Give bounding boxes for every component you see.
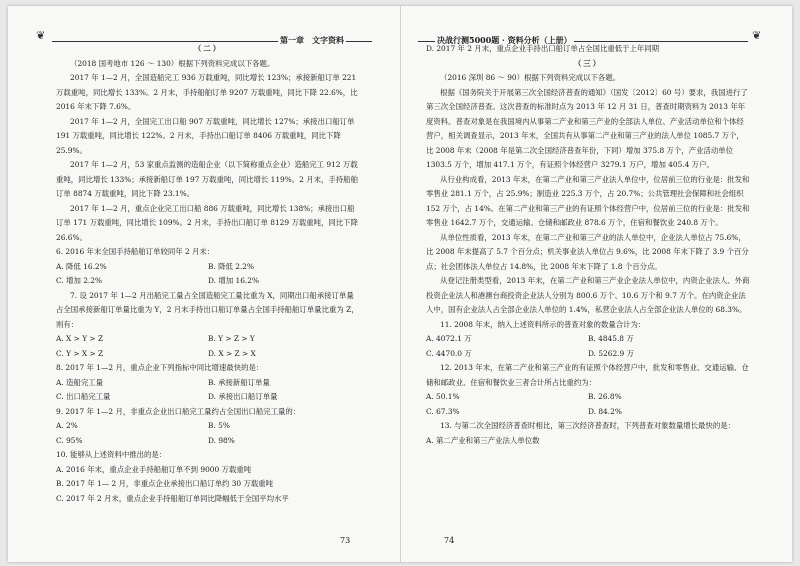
option-a: A. 造船完工量 — [56, 377, 103, 387]
paragraph: 从登记注册类型看，2013 年末，在第二产业和第三产业企业法人单位中，内资企业法人、外商投资企业法人和港澳台商投资企业法人分别为 800.6 万个、10.6 万个和 9.7 万个。在内资企业法人中，国有企业法人占全部企业法人单位的 1.4%，私营企业法人占全部企业法人单位的 68.3%。 — [426, 276, 750, 314]
paragraph: 2017 年 1—2 月，全国完工出口船 907 万载重吨，同比增长 127%；承接出口船订单 191 万载重吨，同比增长 122%。2 月末，手持出口船订单 8406 万载重吨，同比下降 25.9%。 — [56, 116, 355, 155]
option-d: D. 84.2% — [588, 406, 622, 416]
option-c: C. 增加 2.2% — [56, 276, 102, 285]
option-a: A. 2% — [56, 421, 78, 430]
option-d: D. 承接出口船订单量 — [208, 392, 278, 401]
option-a: A. 降低 16.2% — [56, 261, 107, 271]
book-spread — [8, 6, 792, 562]
option-a: A. 2016 年末，重点企业手持船舶订单不到 9000 万载重吨 — [56, 464, 252, 474]
paragraph: 根据《国务院关于开展第三次全国经济普查的通知》（国发〔2012〕60 号）要求，我国进行了第三次全国经济普查。这次普查的标准时点为 2013 年 12 月 31 日，普查时期资料为 2013 年年度资料。普查对象是在我国境内从事第二产业和第三产业的全部法人单位、产业活动单位和个体经营户，相关调查显示，2013 年末，全国共有从事第二产业和第三产业的法人单位 1085.7 万个，比 2008 年末（2008 年是第二次全国经济普查年份，下同）增加 375.8 万个，产业活动单位 1303.5 万个，增加 417.1 万个，有证照个体经营户 3279.1 万户，增加 405.4 万户。 — [426, 87, 748, 169]
option-a: A. 50.1% — [426, 392, 460, 401]
option-d: D. X > Z > X — [208, 348, 256, 358]
right-page — [426, 42, 750, 448]
option-a: A. X > Y > Z — [56, 334, 104, 343]
question-10 — [56, 448, 360, 506]
option-d: D. 2017 年 2 月末，重点企业手持出口船订单占全国比重低于上年同期 — [426, 44, 660, 53]
question-6 — [56, 245, 360, 289]
question-stem: 12. 2013 年末，在第二产业和第三产业的有证照个体经营户中，批发和零售业、交通运输、仓储和邮政业、住宿和餐饮业三者合计所占比重约为： — [426, 363, 749, 387]
section-heading: （三） — [573, 58, 603, 68]
paragraph: 2017 年 1—2 月，全国造船完工 936 万载重吨，同比增长 123%；承接新船订单 221 万载重吨，同比增长 133%。2 月末，手持船舶订单 9207 万载重吨，同比下降 22.6%，比 2016 年末下降 7.6%。 — [56, 73, 358, 111]
option-d: D. 5262.9 万 — [588, 348, 634, 358]
book-title: 决战行测5000题 · 资料分析（上册） — [437, 35, 572, 45]
option-b: B. 4845.8 万 — [588, 334, 634, 343]
page-number: 74 — [444, 536, 455, 545]
leaf-ornament-icon: ❦ — [752, 29, 762, 42]
question-8 — [56, 361, 360, 405]
page-number: 73 — [340, 536, 351, 545]
option-b: B. 降低 2.2% — [208, 261, 255, 271]
question-13 — [426, 419, 750, 448]
section-intro: （2016 深圳 86 ～ 90）根据下列资料完成以下各题。 — [440, 73, 621, 82]
question-stem: 11. 2008 年末，纳入上述资料所示的普查对象的数量合计为： — [440, 319, 646, 329]
option-c: C. 95% — [56, 435, 83, 445]
option-c: C. Y > X > Z — [56, 348, 104, 358]
running-header — [8, 20, 792, 45]
chapter-title: 第一章 文字资料 — [280, 35, 344, 45]
question-7 — [56, 289, 360, 362]
paragraph: 从行业构成看，2013 年末，在第二产业和第三产业法人单位中，位居前三位的行业是：批发和零售业 281.1 万个，占 25.9%；制造业 225.3 万个，占 20.7%；公共管理社会保障和社会组织 152 万个，占 14%。在第二产业和第三产业的有证照个体经营户中，位居前三位的行业是：批发和零售业 1642.7 万个，交通运输、仓储和邮政业 878.6 万个，住宿和餐饮业 240.8 万个。 — [426, 174, 750, 227]
question-stem: 13. 与第二次全国经济普查时相比，第三次经济普查时，下列普查对象数量增长最快的是： — [440, 421, 735, 430]
question-stem: 8. 2017 年 1—2 月，重点企业下列指标中同比增速最快的是： — [56, 363, 264, 372]
option-c: C. 2017 年 2 月末，重点企业手持船舶订单同比降幅低于全国平均水平 — [56, 493, 289, 503]
question-stem: 9. 2017 年 1—2 月，非重点企业出口船完工量约占全国出口船完工量的： — [56, 406, 301, 416]
option-d: D. 98% — [208, 435, 235, 445]
left-page — [56, 42, 360, 506]
option-b: B. 26.8% — [588, 392, 622, 401]
option-b: B. Y > Z > Y — [208, 334, 255, 343]
option-b: B. 2017 年 1— 2 月，非重点企业承接出口船订单约 30 万载重吨 — [56, 479, 274, 488]
question-stem: 7. 设 2017 年 1—2 月出船完工量占全国造船完工量比重为 X，同期出口船承接订单量占全国承接新船订单量比重为 Y，2 月末手持出口船订单量占全国手持船舶订单量比重为 Z，则有： — [56, 290, 359, 329]
paragraph: 2017 年 1—2 月，重点企业完工出口船 886 万载重吨，同比增长 138%；承接出口船订单 171 万载重吨，同比增长 109%。2 月末，手持出口船订单 8129 万载重吨，同比下降 26.6%。 — [56, 203, 358, 242]
option-a: A. 4072.1 万 — [426, 334, 472, 343]
question-9 — [56, 405, 360, 449]
option-d: D. 增加 16.2% — [208, 276, 259, 285]
option-b: B. 承接新船订单量 — [208, 377, 270, 387]
option-a: A. 第二产业和第三产业法人单位数 — [426, 435, 540, 445]
option-c: C. 出口船完工量 — [56, 392, 111, 401]
question-12 — [426, 361, 750, 419]
question-stem: 6. 2016 年末全国手持船舶订单较同年 2 月末： — [56, 247, 215, 256]
page-gutter — [400, 6, 401, 562]
option-c: C. 67.3% — [426, 406, 460, 416]
section-heading: （二） — [193, 44, 223, 53]
option-b: B. 5% — [208, 421, 230, 430]
option-c: C. 4470.0 万 — [426, 348, 472, 358]
question-stem: 10. 能够从上述资料中推出的是： — [56, 450, 167, 459]
paragraph: 从单位性质看，2013 年末，在第二产业和第三产业的法人单位中，企业法人单位占 75.6%，比 2008 年末提高了 5.7 个百分点；机关事业法人单位占 9.6%，比 2008 年末下降了 3.9 个百分点；社会团体法人单位占 14.8%，比 2008 年末下降了 1.8 个百分点。 — [426, 232, 749, 271]
leaf-ornament-icon: ❦ — [36, 29, 46, 42]
question-11 — [426, 318, 750, 362]
paragraph: 2017 年 1—2 月，53 家重点监测的造船企业（以下简称重点企业）造船完工 912 万载重吨，同比增长 133%；承接新船订单 197 万载重吨，同比增长 119%。2 月末，手持船舶订单 8874 万载重吨，同比下降 23.1%。 — [56, 160, 358, 198]
section-intro: （2018 国考地市 126 ～ 130）根据下列资料完成以下各题。 — [70, 58, 275, 68]
